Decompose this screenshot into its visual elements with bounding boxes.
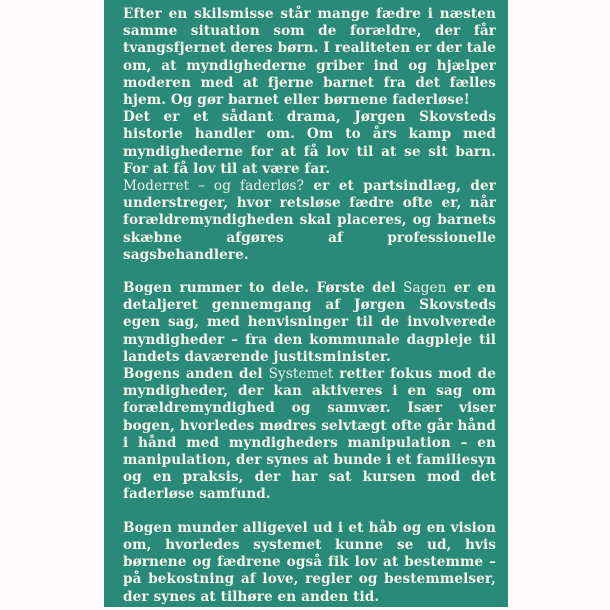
paragraph-text: Bogen rummer to dele. Første del [123, 280, 404, 297]
book-title: Moderret – og faderløs? [123, 178, 305, 195]
book-back-cover [104, 0, 508, 607]
paragraph-gap [123, 264, 496, 280]
paragraph-text: retter fokus mod de myndigheder, der kan aktiveres i en sag om forældremyndighed og samvær. Især viser bogen, hvorledes mødres selvtægt ofte går hånd i hånd med myndigheders manipulation – en manipulation, der synes at bunde i et familiesyn og en praksis, der har sat kursen mod det faderløse samfund. [123, 366, 496, 503]
part-title-sagen: Sagen [403, 280, 447, 297]
paragraph-drama: Det er et sådant drama, Jørgen Skovsteds historie handler om. Om to års kamp med myndighederne for at få lov til at se sit barn. For at få lov til at være far. [123, 109, 496, 177]
paragraph-intro: Efter en skilsmisse står mange fædre i næsten samme situation som de forældre, der får tvangsfjernet deres børn. I realiteten er der tale om, at myndighederne griber ind og hjælper moderen med at fjerne barnet fra det fælles hjem. Og gør barnet eller børnene faderløse! [123, 6, 496, 109]
paragraph-text: er en detaljeret gennemgang af Jørgen Skovsteds egen sag, med henvisninger til de involverede myndigheder – fra den kommunale dagpleje til landets daværende justitsminister. [123, 280, 496, 365]
paragraph-text: er et partsindlæg, der understreger, hvor retsløse fædre ofte er, når forældremyndigheden skal placeres, og barnets skæbne afgøres af professionelle sagsbehandlere. [123, 178, 496, 263]
paragraph-part-one [123, 280, 496, 366]
paragraph-conclusion: Bogen munder alligevel ud i et håb og en vision om, hvorledes systemet kunne se ud, hvis børnene og fædrene også fik lov at bestemme – på bekostning af love, regler og bestemmelser, der synes at tilhøre en anden tid. [123, 519, 496, 605]
part-title-systemet: Systemet [268, 366, 334, 383]
paragraph-title-statement [123, 178, 496, 264]
paragraph-gap [123, 504, 496, 520]
paragraph-text: Bogens anden del [123, 366, 269, 383]
paragraph-part-two [123, 366, 496, 504]
